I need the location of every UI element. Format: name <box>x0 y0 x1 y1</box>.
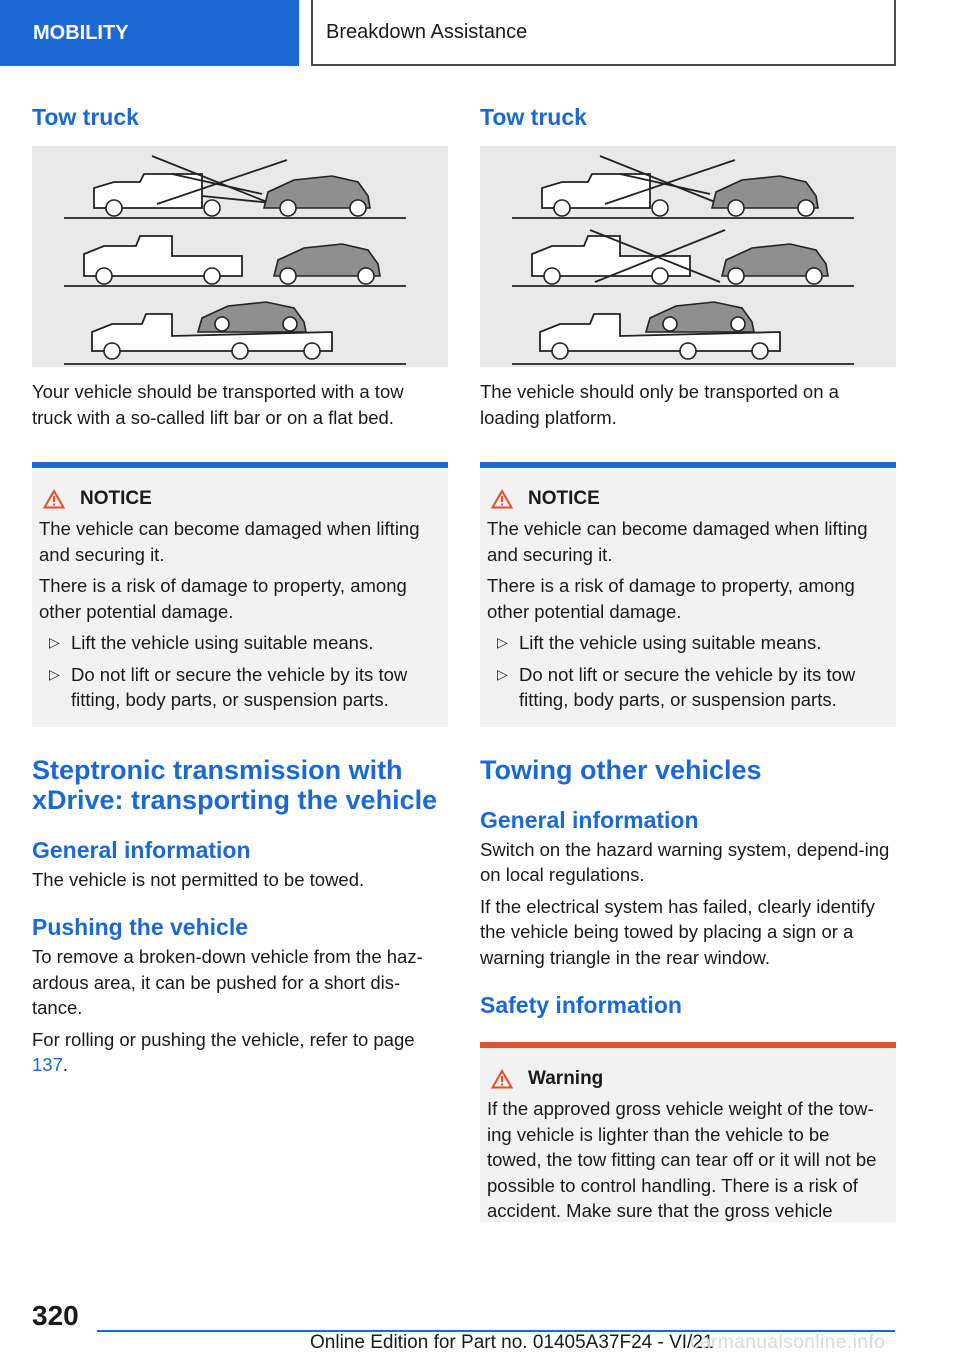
notice-para-1: The vehicle can become damaged when lifting and securing it. <box>39 518 420 565</box>
pushing-heading: Pushing the vehicle <box>32 914 248 940</box>
general-info-text: The vehicle is not permitted to be towed. <box>32 868 365 890</box>
safety-heading: Safety information <box>480 992 682 1018</box>
notice-para-2: There is a risk of damage to property, among other potential damage. <box>487 575 855 622</box>
tow-truck-text: The vehicle should only be transported on a loading platform. <box>480 381 839 428</box>
notice-para-1: The vehicle can become damaged when lifting and securing it. <box>487 518 868 565</box>
warning-box <box>480 1042 896 1222</box>
page-number: 320 <box>32 1300 79 1331</box>
bullet-triangle-icon: ▷ <box>49 634 60 650</box>
warning-triangle-icon <box>491 1069 513 1089</box>
towing-heading: Towing other vehicles <box>480 754 762 785</box>
general-info-heading: General information <box>480 806 699 833</box>
page-link[interactable]: 137 <box>32 1054 63 1075</box>
warning-title <box>487 1068 888 1090</box>
section-tab <box>0 0 299 66</box>
notice-title-text: NOTICE <box>528 488 600 509</box>
section-label: MOBILITY <box>33 21 129 44</box>
rolling-text <box>32 1027 448 1078</box>
rolling-text-end: . <box>62 1054 69 1075</box>
topic-label: Breakdown Assistance <box>326 20 528 43</box>
notice-para-2: There is a risk of damage to property, among other potential damage. <box>39 575 407 622</box>
notice-box <box>32 462 448 727</box>
bullet-text: Do not lift or secure the vehicle by its tow fitting, body parts, or suspension parts. <box>71 663 408 710</box>
bullet-triangle-icon: ▷ <box>497 634 508 650</box>
bullet-text: Do not lift or secure the vehicle by its tow fitting, body parts, or suspension parts. <box>519 663 856 710</box>
list-item <box>487 662 888 713</box>
notice-title-text: NOTICE <box>80 488 152 509</box>
general-info-text: Switch on the hazard warning system, depend-ing on local regulations. <box>480 838 890 885</box>
bullet-triangle-icon: ▷ <box>49 665 60 682</box>
warning-triangle-icon <box>491 489 513 509</box>
tow-truck-illustration-platform <box>480 146 896 367</box>
electrical-failed-text: If the electrical system has failed, clearly identify the vehicle being towed by placing a sign or a warning triangle in the rear window. <box>480 895 875 968</box>
tow-truck-text: Your vehicle should be transported with a tow truck with a so-called lift bar or on a flat bed. <box>32 381 404 428</box>
notice-title <box>487 488 888 510</box>
warning-text: If the approved gross vehicle weight of the tow-ing vehicle is lighter than the vehicle to be towed, the tow fitting can tear off or it will not be possible to control handling. There is a risk of accident. Make sure that the gross vehicle <box>487 1098 877 1221</box>
bullet-text: Lift the vehicle using suitable means. <box>519 632 822 653</box>
list-item <box>487 630 888 656</box>
pushing-text: To remove a broken-down vehicle from the haz-ardous area, it can be pushed for a short dis-tance. <box>32 946 423 1018</box>
watermark: carmanualsonline.info <box>690 1332 886 1353</box>
rolling-text-body: For rolling or pushing the vehicle, refer to page <box>32 1028 415 1050</box>
tow-truck-illustration-allowed <box>32 146 448 367</box>
notice-box <box>480 462 896 727</box>
list-item <box>39 630 440 656</box>
right-column <box>480 100 896 1222</box>
warning-title-text: Warning <box>528 1068 604 1089</box>
topic-header <box>311 0 896 66</box>
list-item <box>39 662 440 713</box>
notice-title <box>39 488 440 510</box>
warning-triangle-icon <box>43 489 65 509</box>
tow-truck-heading: Tow truck <box>32 104 139 130</box>
bullet-text: Lift the vehicle using suitable means. <box>71 632 374 653</box>
general-info-heading: General information <box>32 836 251 863</box>
edition-text: Online Edition for Part no. 01405A37F24 - VI/21 <box>310 1332 714 1353</box>
tow-truck-heading: Tow truck <box>480 104 587 130</box>
bullet-triangle-icon: ▷ <box>497 665 508 682</box>
steptronic-heading: Steptronic transmission with xDrive: transporting the vehicle <box>32 754 438 815</box>
left-column <box>32 100 448 1078</box>
